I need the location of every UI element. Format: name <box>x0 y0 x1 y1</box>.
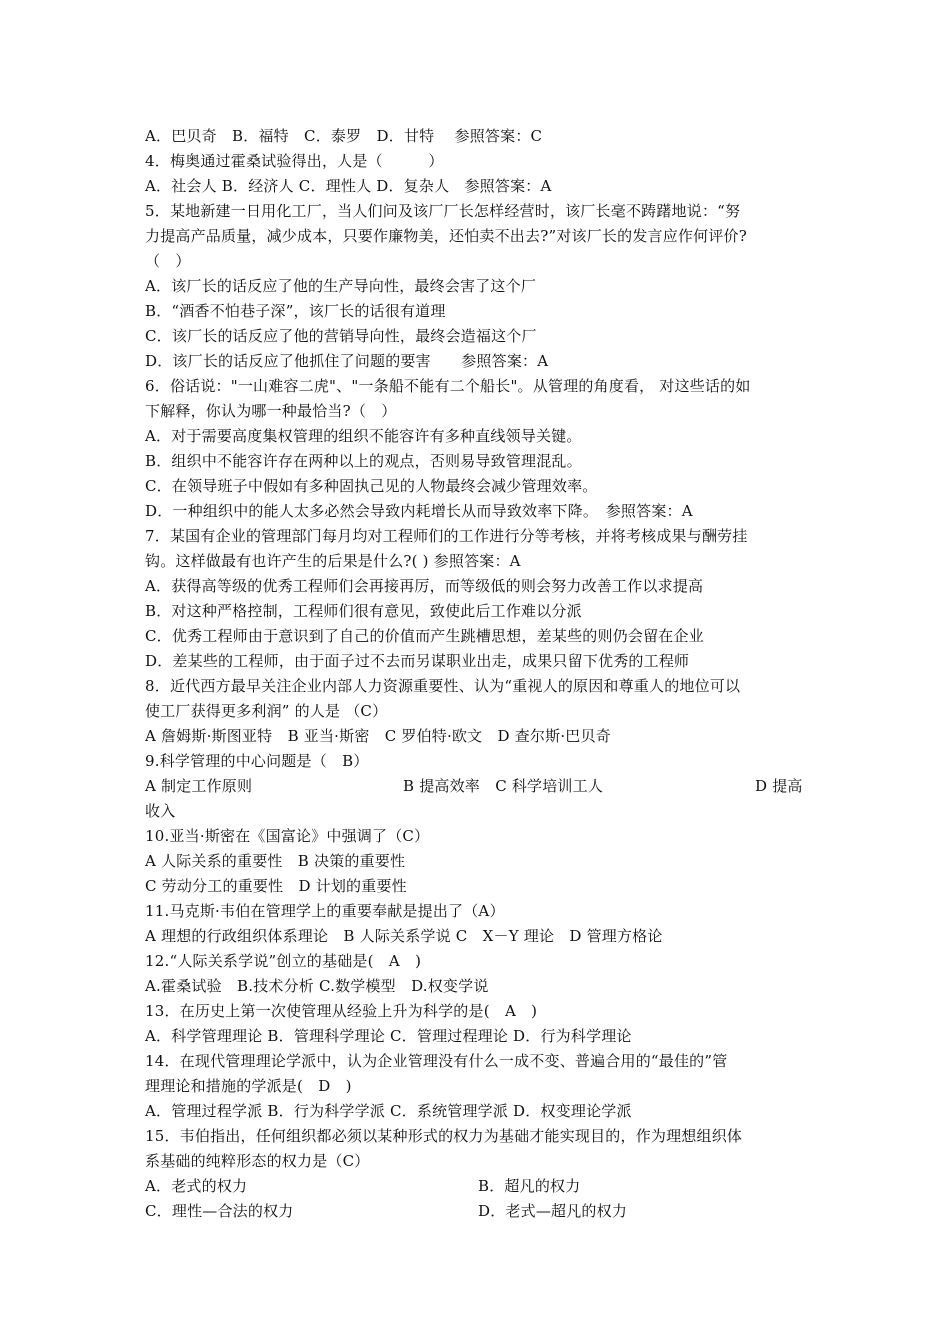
text-line: A．科学管理理论 B．管理科学理论 C．管理过程理论 D．行为科学理论 <box>145 1027 632 1045</box>
text-line: 13．在历史上第一次使管理从经验上升为科学的是( A ) <box>145 1002 538 1020</box>
text-line: 8．近代西方最早关注企业内部人力资源重要性、认为“重视人的原因和尊重人的地位可以 <box>145 677 741 695</box>
question-block-2 <box>145 824 810 1174</box>
text-line: B．“酒香不怕巷子深”，该厂长的话很有道理 <box>145 302 446 320</box>
text-line: 7．某国有企业的管理部门每月均对工程师们的工作进行分等考核，并将考核成果与酬劳挂 <box>145 527 748 545</box>
text-line: A.霍桑试验 B.技术分析 C.数学模型 D.权变学说 <box>145 977 489 995</box>
text-line: A 人际关系的重要性 B 决策的重要性 <box>145 852 406 870</box>
text-line: A．巴贝奇 B．福特 C．泰罗 D．甘特 参照答案：C <box>145 127 543 145</box>
q9-option-bc: B 提高效率 C 科学培训工人 <box>403 777 604 795</box>
text-line: A 理想的行政组织体系理论 B 人际关系学说 C X－Y 理论 D 管理方格论 <box>145 927 663 945</box>
q9-options-row <box>145 774 810 799</box>
q15-option-a: A．老式的权力 <box>145 1177 248 1195</box>
text-line: 6．俗话说："一山难容二虎"、"一条船不能有二个船长"。从管理的角度看， 对这些话的如 <box>145 377 751 395</box>
text-line: 15．韦伯指出，任何组织都必须以某种形式的权力为基础才能实现目的，作为理想组织体 <box>145 1127 743 1145</box>
q15-option-c: C．理性—合法的权力 <box>145 1202 294 1220</box>
text-line: 4．梅奥通过霍桑试验得出，人是（ ） <box>145 152 444 170</box>
text-line: C 劳动分工的重要性 D 计划的重要性 <box>145 877 407 895</box>
text-line: C．该厂长的话反应了他的营销导向性，最终会造福这个厂 <box>145 327 537 345</box>
q15-options-row-2 <box>145 1199 810 1224</box>
q9-option-d: D 提高 <box>755 777 803 795</box>
text-line: 12.“人际关系学说”创立的基础是( A ) <box>145 952 422 970</box>
text-line: D．差某些的工程师，由于面子过不去而另谋职业出走，成果只留下优秀的工程师 <box>145 652 690 670</box>
text-line: A．社会人 B．经济人 C．理性人 D．复杂人 参照答案：A <box>145 177 552 195</box>
text-line: 10.亚当·斯密在《国富论》中强调了（C） <box>145 827 430 845</box>
text-line: D．一种组织中的能人太多必然会导致内耗增长从而导致效率下降。 参照答案：A <box>145 502 693 520</box>
text-line: C．优秀工程师由于意识到了自己的价值而产生跳槽思想，差某些的则仍会留在企业 <box>145 627 704 645</box>
text-line: 9.科学管理的中心问题是（ B） <box>145 752 369 770</box>
text-line: 钩。这样做最有也许产生的后果是什么?( ) 参照答案：A <box>145 552 521 570</box>
text-line: 使工厂获得更多利润” 的人是 （C） <box>145 702 388 720</box>
text-line: 下解释，你认为哪一种最恰当?（ ） <box>145 402 397 420</box>
text-line: （ ） <box>145 252 191 270</box>
text-line: A 詹姆斯·斯图亚特 B 亚当·斯密 C 罗伯特·欧文 D 查尔斯·巴贝奇 <box>145 727 611 745</box>
q9-option-d-continued: 收入 <box>145 802 176 820</box>
text-line: A．获得高等级的优秀工程师们会再接再厉，而等级低的则会努力改善工作以求提高 <box>145 577 704 595</box>
text-line: 系基础的纯粹形态的权力是（C） <box>145 1152 370 1170</box>
document-body <box>145 124 810 1224</box>
text-line: D．该厂长的话反应了他抓住了问题的要害 参照答案：A <box>145 352 549 370</box>
text-line: B．对这种严格控制，工程师们很有意见，致使此后工作难以分派 <box>145 602 582 620</box>
text-line: 14．在现代管理理论学派中，认为企业管理没有什么一成不变、普遍合用的“最佳的”管 <box>145 1052 728 1070</box>
text-line: 11.马克斯·韦伯在管理学上的重要奉献是提出了（A） <box>145 902 505 920</box>
q9-option-a: A 制定工作原则 <box>145 777 253 795</box>
text-line: A．该厂长的话反应了他的生产导向性，最终会害了这个厂 <box>145 277 537 295</box>
text-line: 5．某地新建一日用化工厂，当人们问及该厂厂长怎样经营时，该厂长毫不踌躇地说：“努 <box>145 202 741 220</box>
text-line: 力提高产品质量，减少成本，只要作廉物美，还怕卖不出去?”对该厂长的发言应作何评价? <box>145 227 747 245</box>
q15-option-d: D．老式—超凡的权力 <box>478 1202 628 1220</box>
text-line: A．管理过程学派 B．行为科学学派 C．系统管理学派 D．权变理论学派 <box>145 1102 632 1120</box>
text-line: C．在领导班子中假如有多种固执己见的人物最终会减少管理效率。 <box>145 477 598 495</box>
q15-option-b: B．超凡的权力 <box>478 1177 581 1195</box>
text-line: A．对于需要高度集权管理的组织不能容许有多种直线领导关键。 <box>145 427 582 445</box>
q15-options-row-1 <box>145 1174 810 1199</box>
question-block-1 <box>145 124 810 774</box>
text-line: 理理论和措施的学派是( D ) <box>145 1077 352 1095</box>
text-line: B．组织中不能容许存在两种以上的观点，否则易导致管理混乱。 <box>145 452 582 470</box>
